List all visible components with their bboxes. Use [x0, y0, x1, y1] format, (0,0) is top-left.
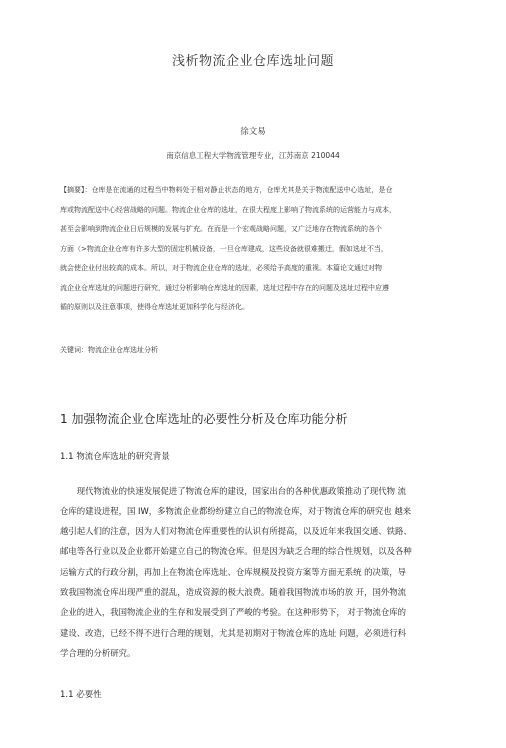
body-line: 学合理的分析研究。	[60, 648, 136, 658]
abstract-line: 甚至会影响到物流企业日后规模的发展与扩充。在而是一个宏观战略问题，又广泛地存在物流系统的各个	[60, 225, 382, 233]
abstract-line: 流企业仓库选址的问题进行研究，通过分析影响仓库选址的因素，选址过程中存在的问题及选址过程中应遵	[60, 284, 389, 292]
author-affiliation: 南京信息工程大学物流管理专业，江苏南京 210044	[166, 151, 340, 160]
section-heading: 1 加强物流企业仓库选址的必要性分析及仓库功能分析	[60, 412, 348, 426]
abstract-line: 库或物流配送中心经营战略的问题。物流企业仓库的选址，在很大程度上影响了物流系统的运营能力与成本，	[60, 206, 396, 214]
abstract-line: 循的原则以及注意事项，使得仓库选址更加科学化与经济化。	[60, 303, 249, 311]
body-line: 现代物流业的快速发展促进了物流仓库的建设，国家出台的各种优惠政策推动了现代物 流	[60, 486, 407, 496]
keywords: 关键词：物流企业仓库选址分析	[60, 346, 158, 354]
body-line: 运输方式的行政分割，再加上在物流仓库选址、仓库规模及投资方案等方面无系统 的决策，导	[60, 567, 407, 577]
body-line: 邮电等各行业以及企业都开始建立自己的物流仓库。但是因为缺乏合理的综合性规划，以及各种	[60, 546, 412, 556]
body-line: 企业的进入，我国物流企业的生存和发展受到了严峻的考验。在这种形势下， 对于物流仓库的	[60, 607, 407, 617]
author-name: 徐文易	[240, 127, 266, 137]
body-line: 致我国物流仓库出现严重的混乱，造成资源的极大浪费。随着我国物流市场的放 开，国外物流	[60, 587, 407, 597]
body-line: 建设、改造，已经不得不进行合理的规划，尤其是初期对于物流仓库的选址 问题，必须进行科	[60, 628, 407, 638]
abstract-line: 就会使企业付出较高的成本。所以，对于物流企业仓库的选址，必须给予高度的重视。本篇论文通过对物	[60, 264, 382, 272]
paper-title: 浅析物流企业仓库选址问题	[171, 54, 334, 69]
abstract-line: 【摘要】：仓库是在流通的过程当中物料处于相对静止状态的地方，仓库尤其是关于物流配送中心选址，是仓	[60, 186, 393, 194]
abstract-line: 方面（>物流企业仓库有许多大型的固定机械设备，一旦仓库建成，这些设备就很难搬迁，假如选址不当，	[60, 245, 388, 253]
body-line: 越引起人们的注意，因为人们对物流仓库重要性的认识有所提高，以及近年来我国交通、铁路、	[60, 526, 412, 536]
body-line: 仓库的建设进程，国 IW，多物流企业都纷纷建立自己的物流仓库，对于物流仓库的研究也 越来	[60, 506, 412, 516]
subsection-heading: 1.1 物流仓库选址的研究背景	[60, 452, 170, 462]
subsection-heading: 1.1 必要性	[60, 690, 102, 700]
